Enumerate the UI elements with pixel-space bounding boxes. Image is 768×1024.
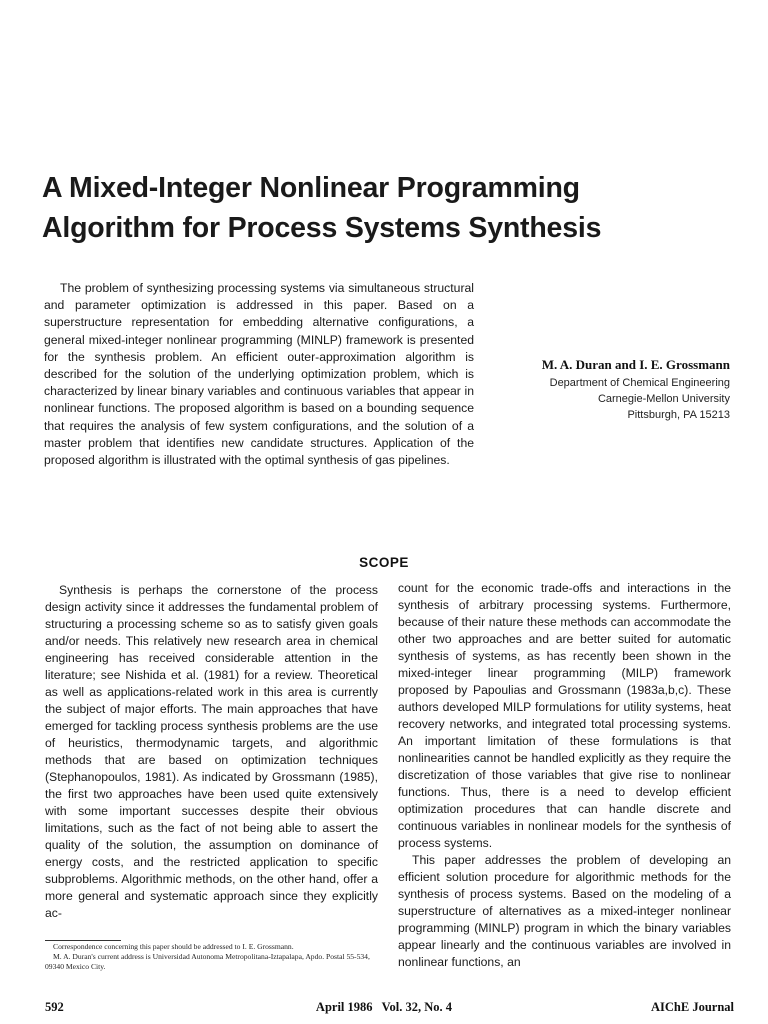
right-paragraph-continued: count for the economic trade-offs and interactions in the synthesis of arbitrary processing systems. Furthermore, because of their nature these methods can accommodate the other two approaches and are better suited for automatic synthesis of systems, as has recently been shown in the mixed-integer linear programming (MILP) framework proposed by Papoulias and Grossmann (1983a,b,c). These authors developed MILP formulations for utility systems, heat recovery networks, and integrated total processing systems. An important limitation of these formulations is that nonlinearities cannot be handled explicitly as they require the discretization of those variables that give rise to nonlinear functions. Thus, there is a need to develop efficient optimization procedures that can handle discrete and continuous variables in nonlinear models for the synthesis of process systems.	[398, 581, 731, 850]
title-line-1: A Mixed-Integer Nonlinear Programming	[42, 172, 580, 204]
footnotes	[45, 942, 381, 972]
abstract: The problem of synthesizing processing systems via simultaneous structural and parameter optimization is addressed in this paper. Based on a superstructure representation for embedding alternative configurations, a general mixed-integer nonlinear programming (MINLP) framework is presented for the synthesis problem. An efficient outer-approximation algorithm is described for the solution of the underlying optimization problem, which is characterized by linear binary variables and continuous variables that appear in nonlinear functions. The proposed algorithm is based on a bounding sequence that requires the analysis of few system configurations, and the solution of a master problem that identifies new candidate structures. Application of the proposed algorithm is illustrated with the optimal synthesis of gas pipelines.	[44, 281, 474, 468]
affiliation-university: Carnegie-Mellon University	[597, 393, 730, 405]
footnote-address: M. A. Duran's current address is Universidad Autonoma Metropolitana-Iztapalapa, Apdo. Postal 55-534, 09340 Mexico City.	[45, 952, 370, 971]
title-line-2: Algorithm for Process Systems Synthesis	[42, 212, 602, 244]
affiliation-department: Department of Chemical Engineering	[549, 377, 730, 389]
article-title	[42, 168, 742, 248]
author-block	[480, 356, 730, 423]
right-column	[398, 580, 731, 971]
page-number: 592	[45, 1000, 64, 1014]
section-heading: SCOPE	[359, 555, 409, 570]
footnote-rule	[45, 940, 121, 941]
author-names: M. A. Duran and I. E. Grossmann	[541, 357, 730, 372]
issue-info: April 1986 Vol. 32, No. 4	[315, 1000, 453, 1014]
affiliation-address: Pittsburgh, PA 15213	[627, 409, 730, 421]
footnote-correspondence: Correspondence concerning this paper should be addressed to I. E. Grossmann.	[53, 942, 294, 951]
right-paragraph-2: This paper addresses the problem of developing an efficient solution procedure for algorithmic methods for the synthesis of process systems. Based on the modeling of a superstructure of alternatives as a mixed-integer nonlinear programming (MINLP) program in which the binary variables appear linearly and the continuous variables are involved in nonlinear functions, an	[398, 853, 731, 969]
left-paragraph: Synthesis is perhaps the cornerstone of the process design activity since it addresses the fundamental problem of structuring a processing scheme so as to satisfy given goals and/or needs. This relatively new research area in chemical engineering has received considerable attention in the literature; see Nishida et al. (1981) for a review. Theoretical as well as applications-related work in this area is currently the subject of major efforts. The main approaches that have emerged for tackling process synthesis problems are the use of heuristics, thermodynamic targets, and algorithmic methods that are based on optimization techniques (Stephanopoulos, 1981). As indicated by Grossmann (1985), the first two approaches have been used quite extensively with some important successes despite their obvious limitations, such as the fact of not being able to assert the quality of the solution, the assumption on dominance of energy costs, and the restricted application to specific subproblems. Algorithmic methods, on the other hand, offer a more general and systematic approach since they explicitly ac-	[45, 583, 378, 920]
left-column	[45, 582, 378, 922]
journal-name: AIChE Journal	[650, 1000, 734, 1014]
